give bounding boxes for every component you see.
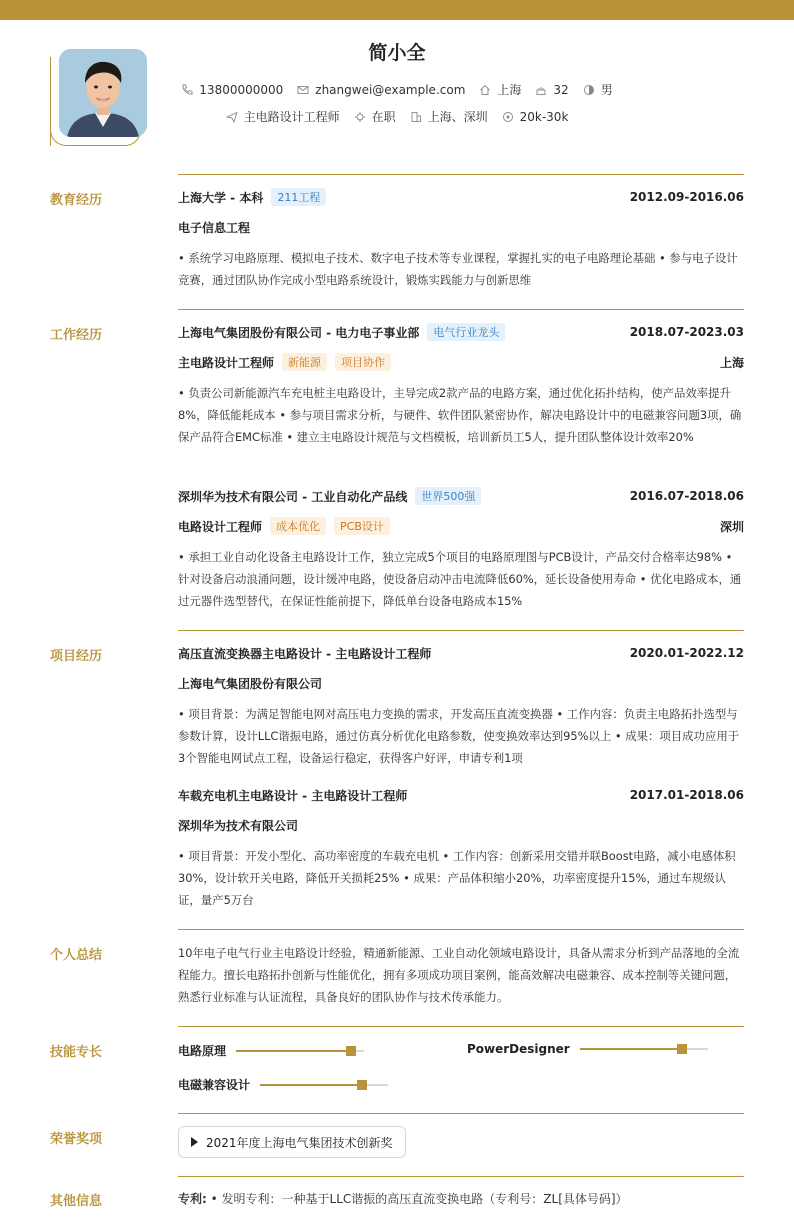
project-company: 深圳华为技术有限公司 — [178, 818, 299, 833]
target-city-value: 上海、深圳 — [427, 110, 488, 124]
other-info — [178, 1188, 744, 1210]
education-date: 2012.09-2016.06 — [629, 190, 744, 204]
education-entry-head — [178, 188, 744, 206]
major-row — [178, 218, 744, 236]
work-description: • 负责公司新能源汽车充电桩主电路设计，主导完成2款产品的电路方案，通过优化拓扑结构，使产品效率提升8%，降低能耗成本 • 参与项目需求分析，与硬件、软件团队紧密协作，解决电路设计中的电磁兼容问题3项，确保产品符合EMC标准 • 建立主电路设计规范与文档模板，培训新员工5人，提升团队整体设计效率20% — [178, 386, 742, 444]
home-icon — [479, 84, 491, 96]
project-entry-head — [178, 644, 744, 662]
company-tag: 电气行业龙头 — [427, 323, 505, 341]
project-title: 高压直流变换器主电路设计 - 主电路设计工程师 — [178, 646, 432, 661]
skill-level-fill — [580, 1048, 682, 1050]
expand-triangle-icon — [191, 1137, 198, 1147]
coin-icon — [502, 111, 514, 123]
work-position-row — [178, 517, 744, 535]
skill-level-fill — [260, 1084, 362, 1086]
salary-value: 20k-30k — [519, 109, 569, 124]
job-intent-row — [0, 108, 794, 125]
skill-item — [467, 1042, 708, 1056]
project-date: 2020.01-2022.12 — [629, 646, 744, 660]
work-entry-head — [178, 487, 744, 505]
candidate-name: 简小全 — [368, 42, 426, 64]
cake-icon — [535, 84, 547, 96]
education-description: • 系统学习电路原理、模拟电子技术、数字电子技术等专业课程，掌握扎实的电子电路理论基础 • 参与电子设计竞赛，通过团队协作完成小型电路系统设计，锻炼实践能力与创新思维 — [178, 251, 738, 287]
skill-level-knob — [357, 1080, 367, 1090]
project-company-row — [178, 816, 744, 834]
skill-tag: 成本优化 — [270, 517, 326, 535]
project-date: 2017.01-2018.06 — [629, 788, 744, 802]
mail-icon — [297, 84, 309, 96]
skill-item — [178, 1076, 388, 1093]
section-divider — [178, 174, 744, 175]
skill-level-fill — [236, 1050, 351, 1052]
skill-tag: 新能源 — [282, 353, 327, 371]
email-item — [297, 83, 465, 97]
work-description: • 承担工业自动化设备主电路设计工作，独立完成5个项目的电路原理图与PCB设计，产品交付合格率达98% • 针对设备启动浪涌问题，设计缓冲电路，使设备启动冲击电流降低60%，延长设备使用寿命 • 优化电路成本，通过元器件选型替代，在保证性能前提下，降低单台设备电路成本15% — [178, 550, 742, 608]
skill-name: PowerDesigner — [467, 1042, 570, 1056]
phone-item — [181, 83, 283, 97]
other-label: 专利: — [178, 1192, 207, 1206]
skill-item — [178, 1042, 364, 1059]
skill-tag: PCB设计 — [334, 517, 390, 535]
award-item[interactable] — [178, 1126, 406, 1158]
summary-text: 10年电子电气行业主电路设计经验，精通新能源、工业自动化领域电路设计，具备从需求分析到产品落地的全流程能力。擅长电路拓扑创新与性能优化，拥有多项成功项目案例，能高效解决电磁兼容、成本控制等关键问题，熟悉行业标准与认证流程，具备良好的团队协作与技术传承能力。 — [178, 946, 740, 1004]
work-date: 2016.07-2018.06 — [629, 489, 744, 503]
section-divider — [178, 929, 744, 930]
school-name: 上海大学 - 本科 — [178, 190, 264, 205]
other-value: • 发明专利：一种基于LLC谐振的高压直流变换电路（专利号：ZL[具体号码]） — [210, 1192, 628, 1206]
section-title-project: 项目经历 — [50, 649, 103, 664]
skill-level-knob — [346, 1046, 356, 1056]
age-value: 32 — [553, 82, 569, 97]
project-entry-head — [178, 786, 744, 804]
status-value: 在职 — [371, 110, 396, 124]
target-city-item — [410, 108, 488, 125]
skill-level-bar — [580, 1048, 708, 1050]
work-company: 深圳华为技术有限公司 - 工业自动化产品线 — [178, 489, 408, 504]
target-job-value: 主电路设计工程师 — [243, 110, 340, 124]
skill-level-bar — [236, 1050, 364, 1052]
age-item — [535, 83, 568, 97]
section-title-education: 教育经历 — [50, 193, 103, 208]
work-location: 深圳 — [719, 519, 744, 534]
top-accent-bar — [0, 0, 794, 20]
school-tag: 211工程 — [271, 188, 326, 206]
work-position-row — [178, 353, 744, 371]
project-company: 上海电气集团股份有限公司 — [178, 676, 323, 691]
work-entry-head — [178, 323, 744, 341]
city-item — [479, 81, 521, 98]
status-icon — [354, 111, 366, 123]
section-title-skills: 技能专长 — [50, 1045, 103, 1060]
project-title: 车载充电机主电路设计 - 主电路设计工程师 — [178, 788, 408, 803]
work-position: 主电路设计工程师 — [178, 355, 275, 370]
project-description: • 项目背景：开发小型化、高功率密度的车载充电机 • 工作内容：创新采用交错并联Boost电路，减小电感体积30%，设计软开关电路，降低开关损耗25% • 成果：产品体积缩小20%，功率密度提升15%，通过车规级认证，量产5万台 — [178, 849, 736, 907]
section-title-other: 其他信息 — [50, 1194, 103, 1209]
work-position: 电路设计工程师 — [178, 519, 263, 534]
section-divider — [178, 309, 744, 310]
skill-name: 电路原理 — [178, 1044, 227, 1058]
major-name: 电子信息工程 — [178, 220, 251, 235]
section-title-summary: 个人总结 — [50, 948, 103, 963]
phone-number: 13800000000 — [199, 82, 284, 97]
work-company: 上海电气集团股份有限公司 - 电力电子事业部 — [178, 325, 420, 340]
section-divider — [178, 1176, 744, 1177]
section-title-work: 工作经历 — [50, 328, 103, 343]
salary-item — [502, 110, 569, 124]
email-address: zhangwei@example.com — [315, 82, 466, 97]
skill-level-knob — [677, 1044, 687, 1054]
skill-name: 电磁兼容设计 — [178, 1078, 251, 1092]
project-description: • 项目背景：为满足智能电网对高压电力变换的需求，开发高压直流变换器 • 工作内容：负责主电路拓扑选型与参数计算，设计LLC谐振电路，通过仿真分析优化电路参数，使变换效率达到95%以上 • 成果：项目成功应用于3个智能电网试点工程，设备运行稳定，获得客户好评，申请专利1项 — [178, 707, 740, 765]
send-icon — [226, 111, 238, 123]
gender-icon — [583, 84, 595, 96]
skill-tag: 项目协作 — [335, 353, 391, 371]
section-divider — [178, 630, 744, 631]
gender-value: 男 — [600, 83, 613, 97]
skill-level-bar — [260, 1084, 388, 1086]
city-value: 上海 — [497, 83, 522, 97]
section-divider — [178, 1026, 744, 1027]
building-icon — [410, 111, 422, 123]
work-location: 上海 — [719, 355, 744, 370]
target-job-item — [226, 108, 340, 125]
section-divider — [178, 1113, 744, 1114]
status-item — [354, 108, 396, 125]
work-date: 2018.07-2023.03 — [629, 325, 744, 339]
award-name: 2021年度上海电气集团技术创新奖 — [206, 1135, 393, 1150]
company-tag: 世界500强 — [415, 487, 481, 505]
gender-item — [583, 81, 613, 98]
phone-icon — [181, 84, 193, 96]
project-company-row — [178, 674, 744, 692]
contact-info-row — [0, 81, 794, 98]
section-title-awards: 荣誉奖项 — [50, 1132, 103, 1147]
